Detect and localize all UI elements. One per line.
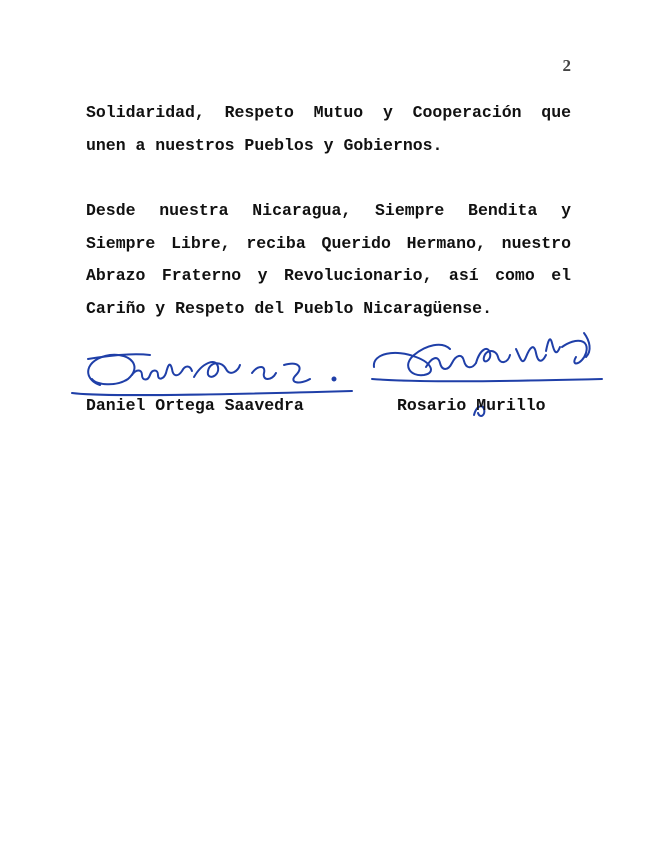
text-line: Cariño y Respeto del Pueblo Nicaragüense.	[86, 298, 492, 318]
text-line: Solidaridad, Respeto Mutuo y Cooperación que	[86, 103, 571, 122]
paragraph-solidarity	[86, 97, 571, 162]
text-line: Siempre Libre, reciba Querido Hermano, nuestro	[86, 233, 571, 253]
signatory-name-rosario-murillo: Rosario Murillo	[397, 396, 546, 415]
page-number: 2	[562, 56, 571, 75]
text-line: unen a nuestros Pueblos y Gobiernos.	[86, 135, 443, 155]
text-line: Desde nuestra Nicaragua, Siempre Bendita y	[86, 201, 571, 220]
signatory-name-daniel-ortega: Daniel Ortega Saavedra	[86, 396, 304, 415]
paragraph-greeting	[86, 195, 571, 325]
text-line: Abrazo Fraterno y Revolucionario, así como el	[86, 266, 571, 285]
